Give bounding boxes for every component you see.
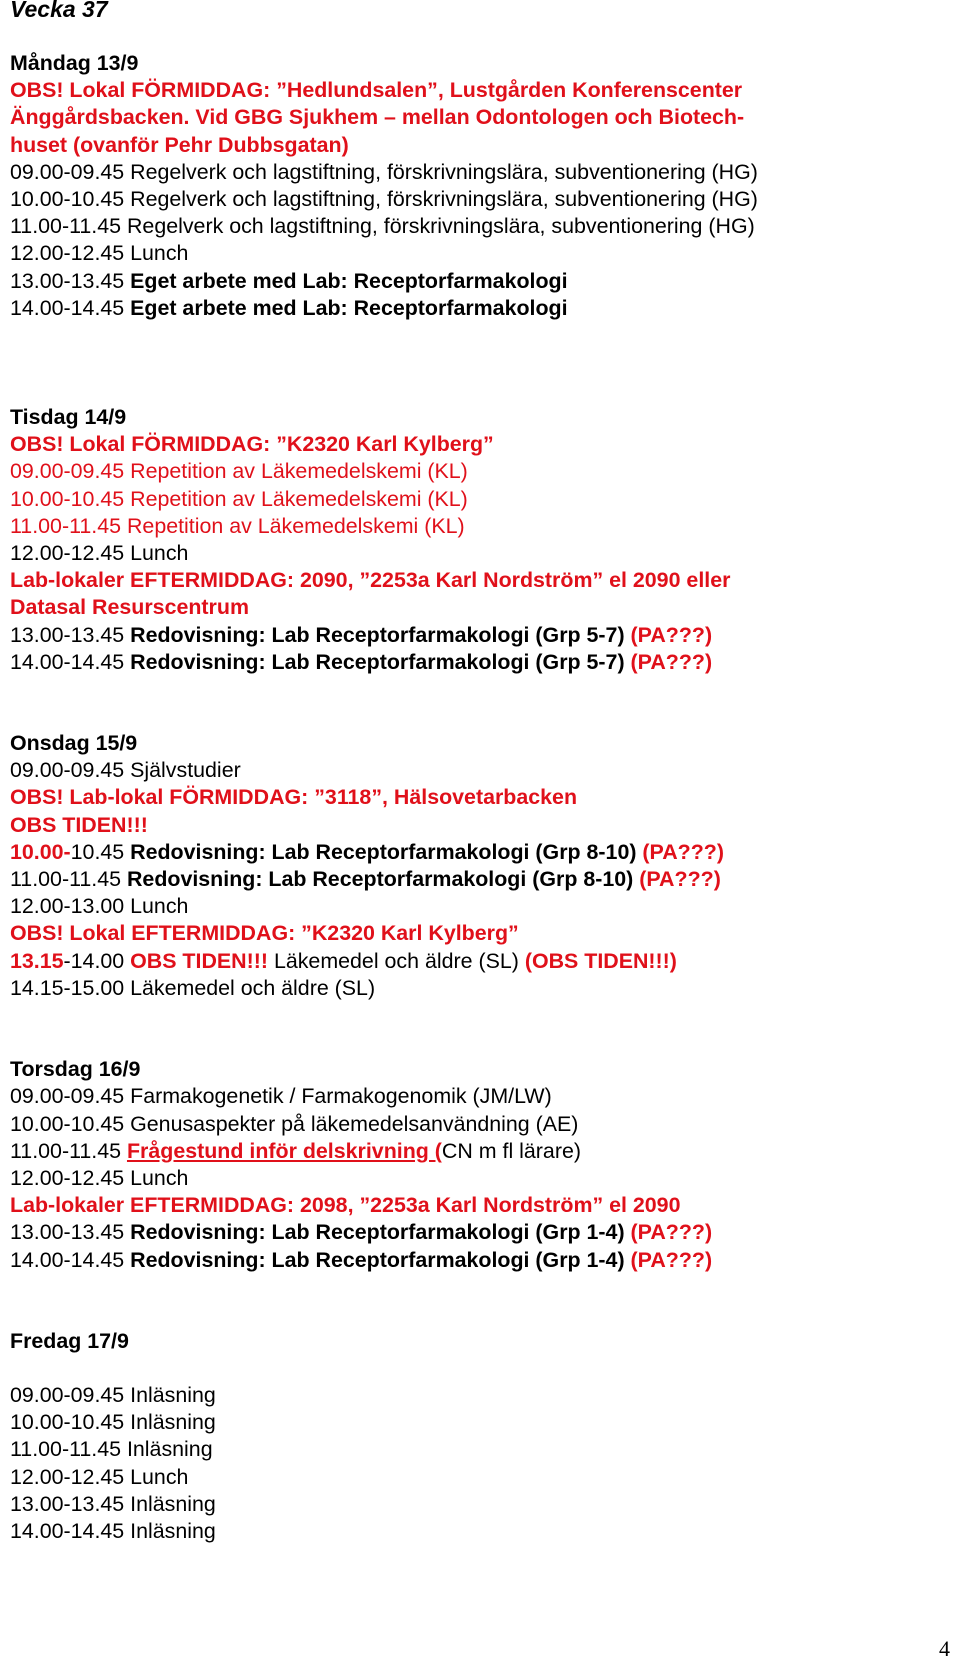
teacher-tag: (PA???): [630, 649, 713, 674]
day-heading: Torsdag 16/9: [10, 1057, 141, 1082]
day-heading: Tisdag 14/9: [10, 405, 127, 430]
slot-activity: Eget arbete med Lab: Receptorfarmakologi: [130, 268, 568, 293]
schedule-page: [10, 0, 950, 1545]
slot-activity: Farmakogenetik / Farmakogenomik (JM/LW): [130, 1084, 552, 1109]
slot-time: -14.00: [63, 948, 125, 973]
schedule-slot: [10, 893, 950, 920]
slot-time: 10.00-10.45: [10, 1111, 125, 1136]
schedule-slot: [10, 159, 950, 186]
slot-time: 09.00-09.45: [10, 1382, 125, 1407]
schedule-slot: [10, 1219, 950, 1246]
schedule-slot: [10, 486, 950, 513]
schedule-slot: [10, 1111, 950, 1138]
slot-time: 09.00-09.45: [10, 758, 125, 783]
slot-time: 11.00-11.45: [10, 1138, 122, 1163]
day-wednesday: [10, 730, 950, 1002]
slot-activity: Inläsning: [130, 1382, 216, 1407]
schedule-slot: [10, 186, 950, 213]
slot-time: 13.00-13.45: [10, 268, 125, 293]
time-warning: (OBS TIDEN!!!): [524, 948, 677, 973]
slot-activity: Repetition av Läkemedelskemi (KL): [130, 459, 468, 484]
room-notice: OBS! Lokal FÖRMIDDAG: ”Hedlundsalen”, Lustgården Konferenscenter: [10, 78, 743, 103]
slot-time: 12.00-12.45: [10, 241, 125, 266]
slot-activity-highlight: Frågestund inför delskrivning (: [126, 1138, 442, 1163]
slot-activity: Redovisning: Lab Receptorfarmakologi (Grp 5-7): [130, 622, 625, 647]
slot-time: 12.00-12.45: [10, 1165, 125, 1190]
slot-time: 12.00-12.45: [10, 541, 125, 566]
slot-activity: Inläsning: [130, 1491, 216, 1516]
teacher-tag: (PA???): [630, 622, 713, 647]
schedule-slot: [10, 948, 950, 975]
schedule-slot: [10, 866, 950, 893]
schedule-slot: [10, 622, 950, 649]
schedule-slot: [10, 1491, 950, 1518]
slot-activity: Genusaspekter på läkemedelsanvändning (AE): [130, 1111, 579, 1136]
page-number: 4: [939, 1636, 950, 1661]
room-notice: huset (ovanför Pehr Dubbsgatan): [10, 132, 349, 157]
slot-activity: Lunch: [130, 1165, 189, 1190]
day-heading: Fredag 17/9: [10, 1328, 129, 1353]
slot-activity: Inläsning: [130, 1518, 216, 1543]
room-notice: Datasal Resurscentrum: [10, 595, 249, 620]
slot-activity: Redovisning: Lab Receptorfarmakologi (Grp 1-4): [130, 1247, 625, 1272]
teacher-tag: (PA???): [630, 1220, 713, 1245]
slot-activity: Redovisning: Lab Receptorfarmakologi (Grp 8-10): [130, 839, 637, 864]
schedule-slot: [10, 975, 950, 1002]
slot-activity: Lunch: [130, 894, 189, 919]
room-notice: Lab-lokaler EFTERMIDDAG: 2098, ”2253a Karl Nordström” el 2090: [10, 1193, 681, 1218]
slot-time: 11.00-11.45: [10, 1437, 122, 1462]
slot-activity: Regelverk och lagstiftning, förskrivningslära, subventionering (HG): [130, 159, 758, 184]
room-notice: Lab-lokaler EFTERMIDDAG: 2090, ”2253a Karl Nordström” el 2090 eller: [10, 568, 731, 593]
slot-time: 10.00-10.45: [10, 1410, 125, 1435]
room-notice: OBS! Lokal EFTERMIDDAG: ”K2320 Karl Kylberg”: [10, 921, 519, 946]
slot-activity: Inläsning: [130, 1410, 216, 1435]
day-friday: [10, 1328, 950, 1545]
slot-time: 09.00-09.45: [10, 459, 125, 484]
slot-time: 14.00-14.45: [10, 295, 125, 320]
room-notice: OBS! Lab-lokal FÖRMIDDAG: ”3118”, Hälsovetarbacken: [10, 785, 578, 810]
room-notice: Änggårdsbacken. Vid GBG Sjukhem – mellan Odontologen och Biotech-: [10, 105, 745, 130]
day-heading: Onsdag 15/9: [10, 731, 138, 756]
slot-time: 10.45: [70, 839, 125, 864]
slot-activity: Lunch: [130, 241, 189, 266]
slot-time-changed: 10.00-: [10, 839, 71, 864]
slot-activity: Repetition av Läkemedelskemi (KL): [126, 513, 465, 538]
schedule-slot: [10, 757, 950, 784]
slot-time: 10.00-10.45: [10, 486, 125, 511]
schedule-slot: [10, 540, 950, 567]
slot-time: 14.15-15.00: [10, 975, 125, 1000]
slot-time: 13.00-13.45: [10, 1491, 125, 1516]
slot-time: 12.00-13.00: [10, 894, 125, 919]
slot-time: 09.00-09.45: [10, 1084, 125, 1109]
day-monday: [10, 50, 950, 322]
schedule-slot: [10, 1247, 950, 1274]
slot-activity: Lunch: [130, 1464, 189, 1489]
slot-activity: Läkemedel och äldre (SL): [130, 975, 376, 1000]
slot-time: 11.00-11.45: [10, 867, 122, 892]
time-warning: OBS TIDEN!!!: [10, 812, 148, 837]
schedule-slot: [10, 513, 950, 540]
slot-activity: Inläsning: [126, 1437, 213, 1462]
schedule-slot: [10, 1409, 950, 1436]
slot-activity: CN m fl lärare): [441, 1138, 581, 1163]
slot-time: 12.00-12.45: [10, 1464, 125, 1489]
slot-time: 14.00-14.45: [10, 649, 125, 674]
slot-time: 10.00-10.45: [10, 187, 125, 212]
slot-time: 13.00-13.45: [10, 622, 125, 647]
schedule-slot: [10, 1436, 950, 1463]
schedule-slot: [10, 213, 950, 240]
teacher-tag: (PA???): [630, 1247, 713, 1272]
schedule-slot: [10, 458, 950, 485]
slot-time: 11.00-11.45: [10, 214, 122, 239]
slot-activity: Regelverk och lagstiftning, förskrivningslära, subventionering (HG): [130, 187, 758, 212]
schedule-slot: [10, 1464, 950, 1491]
slot-time: 14.00-14.45: [10, 1247, 125, 1272]
schedule-slot: [10, 1083, 950, 1110]
slot-activity: Läkemedel och äldre (SL): [273, 948, 519, 973]
slot-activity: Lunch: [130, 541, 189, 566]
slot-activity: Självstudier: [130, 758, 241, 783]
day-thursday: [10, 1056, 950, 1274]
slot-time: 09.00-09.45: [10, 159, 125, 184]
schedule-slot: [10, 268, 950, 295]
slot-activity: Repetition av Läkemedelskemi (KL): [130, 486, 468, 511]
slot-time-changed: 13.15: [10, 948, 64, 973]
schedule-slot: [10, 295, 950, 322]
slot-activity: Redovisning: Lab Receptorfarmakologi (Grp 5-7): [130, 649, 625, 674]
slot-time: 11.00-11.45: [10, 513, 122, 538]
week-title: Vecka 37: [10, 0, 108, 22]
slot-time: 14.00-14.45: [10, 1518, 125, 1543]
schedule-slot: [10, 839, 950, 866]
schedule-slot: [10, 649, 950, 676]
room-notice: OBS! Lokal FÖRMIDDAG: ”K2320 Karl Kylberg”: [10, 432, 494, 457]
slot-activity: Redovisning: Lab Receptorfarmakologi (Grp 1-4): [130, 1220, 625, 1245]
teacher-tag: (PA???): [642, 839, 724, 864]
slot-activity: Eget arbete med Lab: Receptorfarmakologi: [130, 295, 568, 320]
slot-activity: Regelverk och lagstiftning, förskrivningslära, subventionering (HG): [126, 214, 755, 239]
day-tuesday: [10, 404, 950, 676]
schedule-slot: [10, 1138, 950, 1165]
teacher-tag: (PA???): [639, 867, 721, 892]
day-heading: Måndag 13/9: [10, 51, 139, 75]
schedule-slot: [10, 1165, 950, 1192]
schedule-slot: [10, 1518, 950, 1545]
time-warning: OBS TIDEN!!!: [130, 948, 268, 973]
slot-time: 13.00-13.45: [10, 1220, 125, 1245]
schedule-slot: [10, 240, 950, 267]
schedule-slot: [10, 1382, 950, 1409]
slot-activity: Redovisning: Lab Receptorfarmakologi (Grp 8-10): [126, 867, 634, 892]
